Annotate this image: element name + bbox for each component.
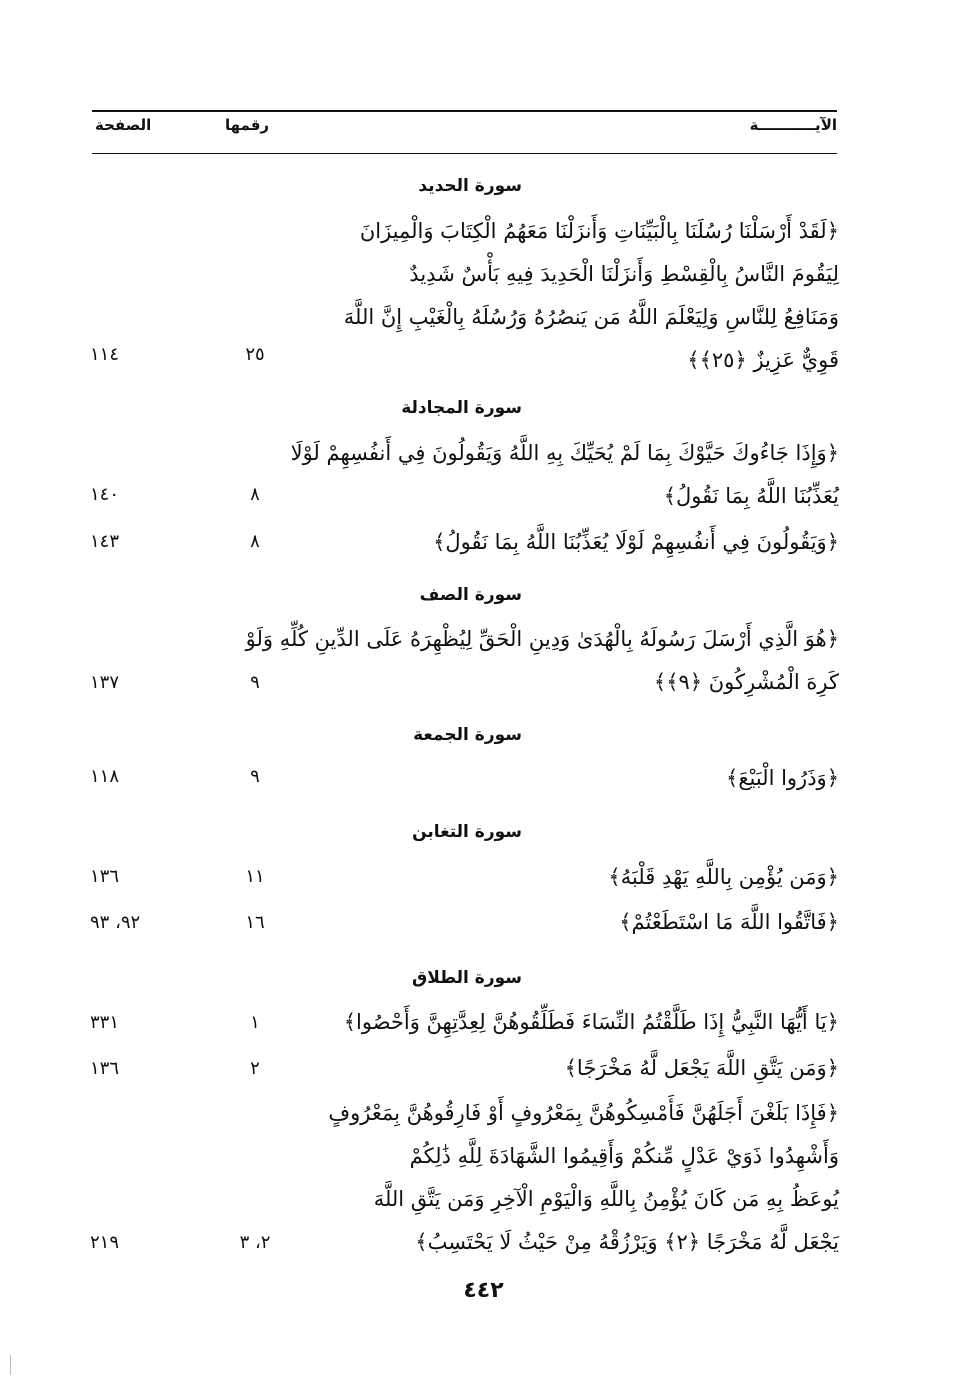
verse-line: ﴿وَيَقُولُونَ فِي أَنفُسِهِمْ لَوْلَا يُعَذِّبُنَا اللَّهُ بِمَا نَقُولُ﴾ [433, 530, 839, 554]
page-ref: ١١٨ [90, 766, 120, 787]
verse-text [324, 856, 839, 899]
verse-text [324, 757, 839, 800]
verse-line: لِيَقُومَ النَّاسُ بِالْقِسْطِ وَأَنزَلْنَا الْحَدِيدَ فِيهِ بَأْسٌ شَدِيدٌ [409, 262, 839, 286]
verse-line: ﴿لَقَدْ أَرْسَلْنَا رُسُلَنَا بِالْبَيِّنَاتِ وَأَنزَلْنَا مَعَهُمُ الْكِتَابَ وَالْمِيزَانَ [359, 219, 839, 243]
verse-text [245, 618, 839, 704]
verse-number: ٩ [250, 672, 260, 693]
page-ref: ٣٣١ [90, 1012, 120, 1033]
surah-title: سورة المجادلة [401, 398, 522, 418]
verse-number: ٨ [250, 484, 260, 505]
page-ref: ٢١٩ [90, 1232, 120, 1253]
page-number: ٤٤٢ [463, 1278, 504, 1303]
verse-text [324, 1092, 839, 1264]
page-ref: ١٤٣ [90, 531, 120, 552]
header-aya-label: الآيـــــــــــة [749, 116, 837, 134]
verse-line: ﴿فَاتَّقُوا اللَّهَ مَا اسْتَطَعْتُمْ﴾ [619, 910, 839, 934]
page-ref: ١٤٠ [90, 484, 120, 505]
verse-line: يُوعَظُ بِهِ مَن كَانَ يُؤْمِنُ بِاللَّهِ وَالْيَوْمِ الْآخِرِ وَمَن يَتَّقِ اللَّهَ [373, 1187, 839, 1211]
surah-title: سورة الجمعة [413, 725, 522, 745]
verse-number: ١ [250, 1012, 260, 1033]
verse-line: ﴿وَمَن يَتَّقِ اللَّهَ يَجْعَل لَّهُ مَخْرَجًا﴾ [564, 1056, 839, 1080]
verse-line: ﴿فَإِذَا بَلَغْنَ أَجَلَهُنَّ فَأَمْسِكُوهُنَّ بِمَعْرُوفٍ أَوْ فَارِقُوهُنَّ بِمَعْرُوفٍ [328, 1101, 839, 1125]
verse-line: ﴿وَذَرُوا الْبَيْعَ﴾ [726, 766, 839, 790]
page-ref: ٩٢، ٩٣ [90, 912, 141, 933]
verse-text [324, 210, 839, 382]
scan-edge-mark [10, 1355, 11, 1375]
surah-title: سورة الطلاق [412, 968, 522, 988]
surah-title: سورة الحديد [418, 176, 522, 196]
verse-line: ﴿وَإِذَا جَاءُوكَ حَيَّوْكَ بِمَا لَمْ يُحَيِّكَ بِهِ اللَّهُ وَيَقُولُونَ فِي أَنفُسِهِمْ لَوْلَا [290, 441, 839, 465]
verse-line: يُعَذِّبُنَا اللَّهُ بِمَا نَقُولُ﴾ [663, 484, 839, 508]
page-ref: ١٣٦ [90, 866, 120, 887]
verse-number: ٢، ٣ [239, 1232, 271, 1253]
header-bottom-rule [92, 153, 837, 154]
verse-line: ﴿يَا أَيُّهَا النَّبِيُّ إِذَا طَلَّقْتُمُ النِّسَاءَ فَطَلِّقُوهُنَّ لِعِدَّتِهِنَّ وَأَحْصُوا﴾ [343, 1010, 839, 1034]
verse-text [324, 1001, 839, 1044]
verse-text [324, 901, 839, 944]
surah-title: سورة الصف [419, 585, 522, 605]
verse-number: ١٦ [245, 912, 265, 933]
surah-title: سورة التغابن [412, 822, 522, 842]
header-page-label: الصفحة [95, 116, 152, 134]
verse-line: وَمَنَافِعُ لِلنَّاسِ وَلِيَعْلَمَ اللَّهُ مَن يَنصُرُهُ وَرُسُلَهُ بِالْغَيْبِ إِنَّ اللَّهَ [343, 305, 839, 329]
verse-line: يَجْعَل لَّهُ مَخْرَجًا ﴿٢﴾ وَيَرْزُقْهُ مِنْ حَيْثُ لَا يَحْتَسِبُ﴾ [415, 1230, 839, 1254]
verse-text [290, 432, 839, 518]
verse-line: قَوِيٌّ عَزِيزٌ ﴿٢٥﴾﴾ [687, 348, 839, 372]
verse-text [324, 1047, 839, 1090]
verse-line: كَرِهَ الْمُشْرِكُونَ ﴿٩﴾﴾ [653, 670, 839, 694]
verse-number: ٨ [250, 531, 260, 552]
header-number-label: رقمها [225, 116, 270, 134]
verse-line: ﴿وَمَن يُؤْمِن بِاللَّهِ يَهْدِ قَلْبَهُ﴾ [608, 865, 839, 889]
verse-line: ﴿هُوَ الَّذِي أَرْسَلَ رَسُولَهُ بِالْهُدَىٰ وَدِينِ الْحَقِّ لِيُظْهِرَهُ عَلَى الدِّينِ كُلِّهِ وَلَوْ [245, 627, 839, 651]
verse-text [324, 521, 839, 564]
verse-number: ٢٥ [245, 344, 265, 365]
page-ref: ١١٤ [90, 344, 120, 365]
verse-number: ٩ [250, 766, 260, 787]
verse-line: وَأَشْهِدُوا ذَوَيْ عَدْلٍ مِّنكُمْ وَأَقِيمُوا الشَّهَادَةَ لِلَّهِ ذَٰلِكُمْ [409, 1144, 839, 1168]
verse-number: ١١ [245, 866, 265, 887]
verse-number: ٢ [250, 1058, 260, 1079]
page-ref: ١٣٦ [90, 1058, 120, 1079]
header-top-rule [92, 110, 837, 112]
page-ref: ١٣٧ [90, 672, 120, 693]
